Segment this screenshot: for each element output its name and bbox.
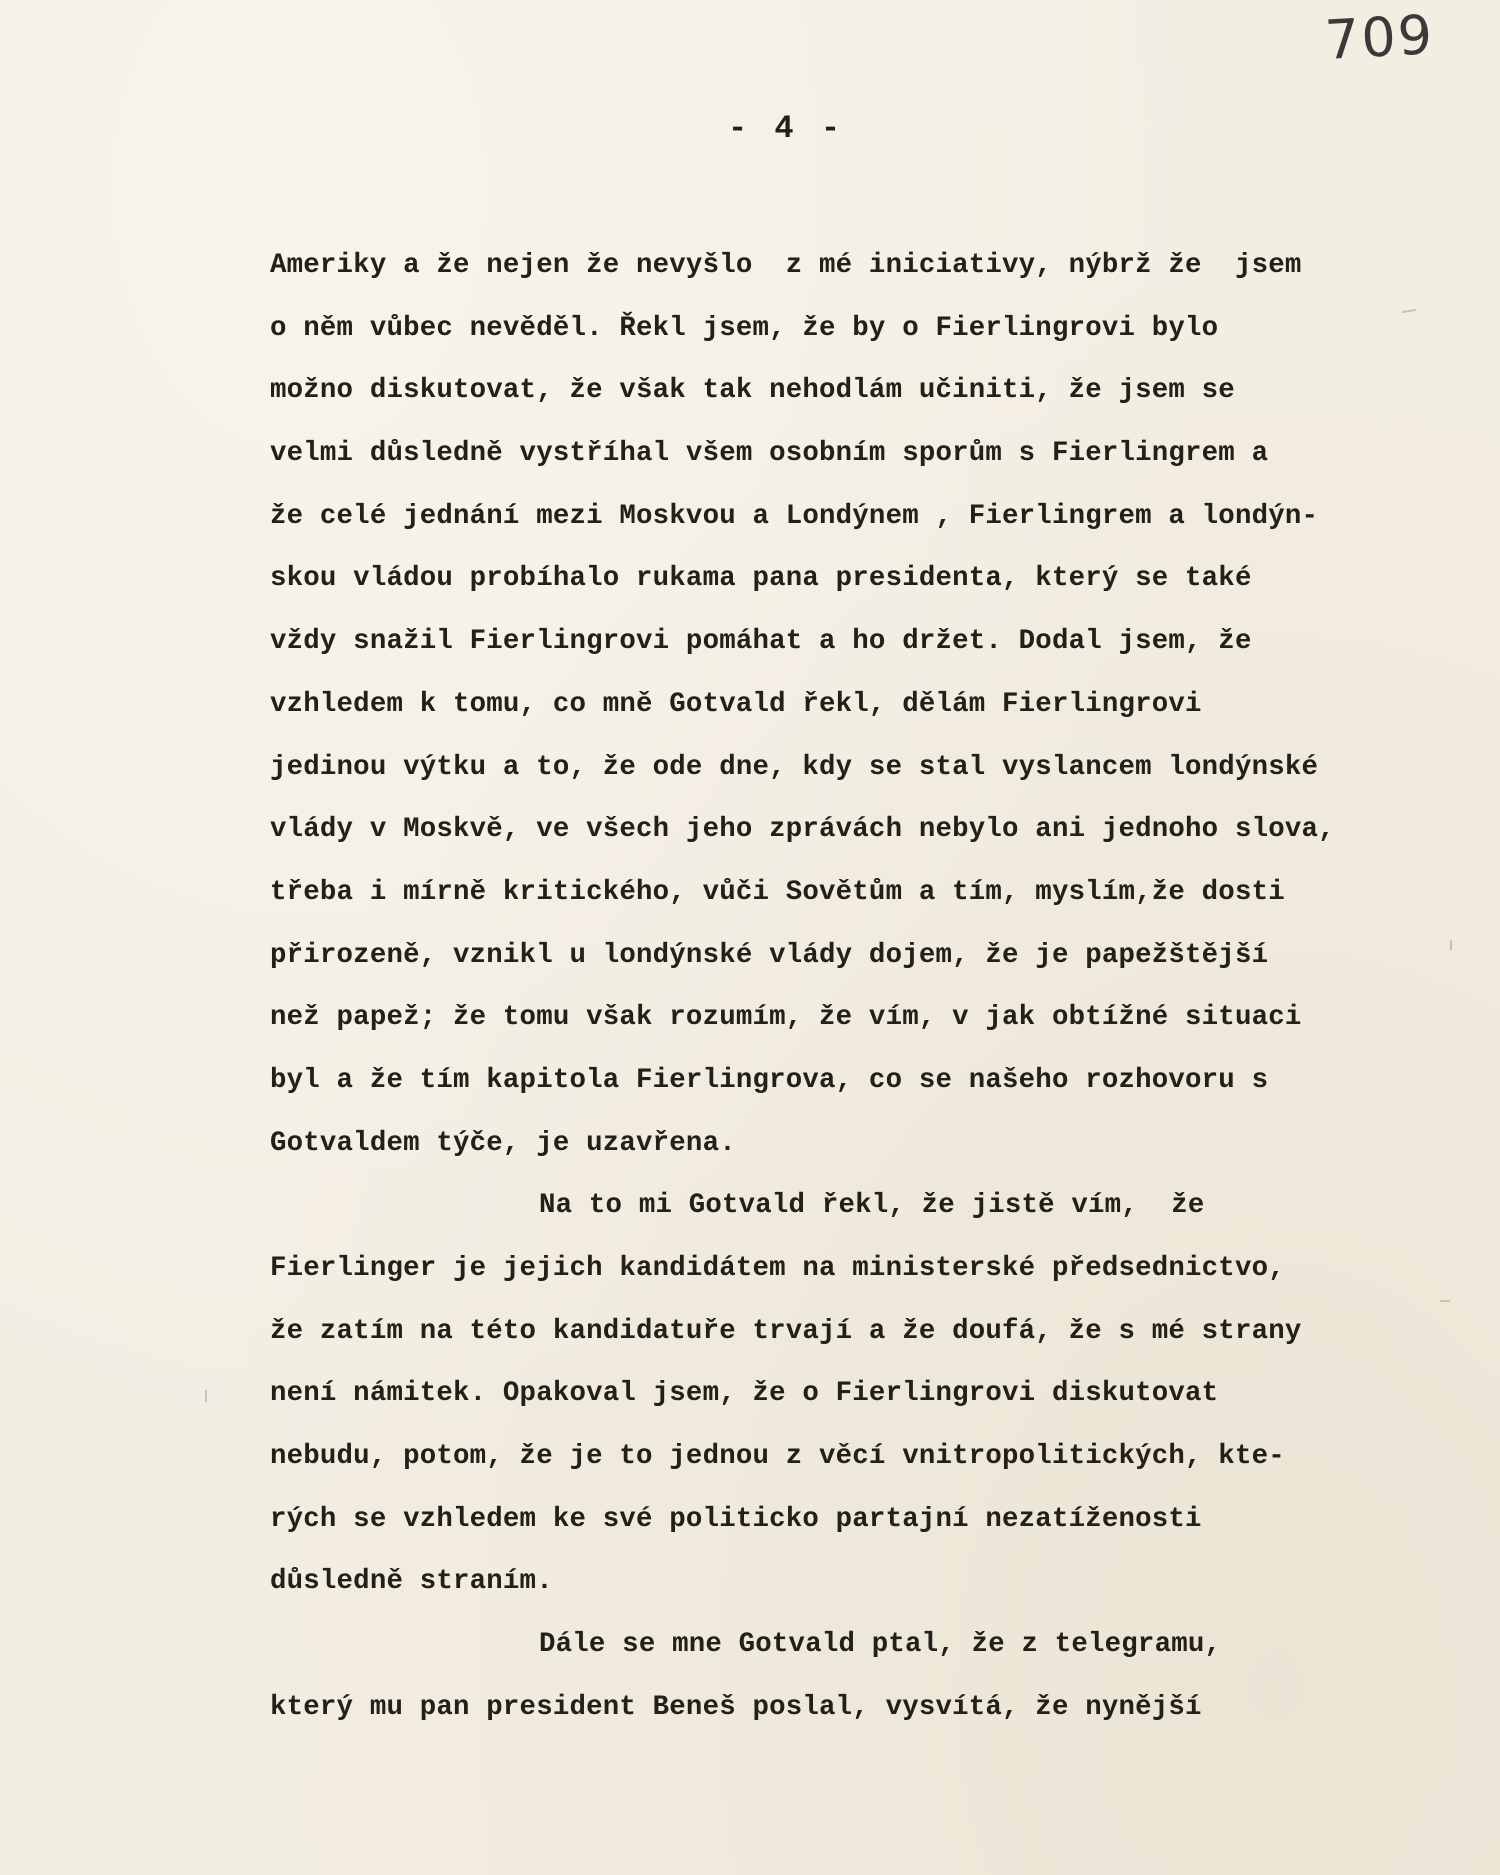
text-line: není námitek. Opakoval jsem, že o Fierlingrovi diskutovat [270,1378,1219,1410]
text-line: možno diskutovat, že však tak nehodlám učiniti, že jsem se [270,375,1235,407]
text-line: který mu pan president Beneš poslal, vysvítá, že nynější [270,1691,1202,1723]
paragraph-3 [270,1614,1490,1739]
page-number: - 4 - [728,110,845,147]
text-line: vlády v Moskvě, ve všech jeho zprávách nebylo ani jednoho slova, [270,814,1335,846]
text-line: třeba i mírně kritického, vůči Sovětům a tím, myslím,že dosti [270,876,1285,908]
text-line: že zatím na této kandidatuře trvají a že doufá, že s mé strany [270,1315,1302,1347]
text-line: než papež; že tomu však rozumím, že vím, v jak obtížné situaci [270,1002,1302,1034]
text-line: Na to mi Gotvald řekl, že jistě vím, že [539,1190,1205,1222]
paragraph-2 [270,1175,1490,1614]
text-line: jedinou výtku a to, že ode dne, kdy se stal vyslancem londýnské [270,751,1319,783]
text-line: byl a že tím kapitola Fierlingrova, co se našeho rozhovoru s [270,1064,1269,1096]
text-line: Dále se mne Gotvald ptal, že z telegramu, [539,1629,1222,1661]
text-line: přirozeně, vznikl u londýnské vlády dojem, že je papežštější [270,939,1269,971]
paper-mark [1450,940,1452,950]
text-line: že celé jednání mezi Moskvou a Londýnem , Fierlingrem a londýn- [270,500,1319,532]
text-line: o něm vůbec nevěděl. Řekl jsem, že by o Fierlingrovi bylo [270,312,1219,344]
text-line: důsledně straním. [270,1566,553,1598]
text-line: Fierlinger je jejich kandidátem na ministerské předsednictvo, [270,1253,1285,1284]
text-line: Ameriky a že nejen že nevyšlo z mé iniciativy, nýbrž že jsem [270,250,1302,281]
text-line: nebudu, potom, že je to jednou z věcí vnitropolitických, kte- [270,1441,1285,1473]
text-line: rých se vzhledem ke své politicko partajní nezatíženosti [270,1503,1202,1535]
text-line: vždy snažil Fierlingrovi pomáhat a ho držet. Dodal jsem, že [270,626,1252,658]
text-line: velmi důsledně vystříhal všem osobním sporům s Fierlingrem a [270,438,1269,470]
paragraph-1 [270,235,1490,1175]
text-line: vzhledem k tomu, co mně Gotvald řekl, dělám Fierlingrovi [270,688,1202,720]
text-line: skou vládou probíhalo rukama pana presidenta, který se také [270,563,1252,595]
archive-number: 709 [1323,3,1436,72]
text-line: Gotvaldem týče, je uzavřena. [270,1127,736,1159]
document-body [270,235,1490,1740]
paper-mark [205,1390,207,1402]
paper-mark [1440,1300,1450,1302]
